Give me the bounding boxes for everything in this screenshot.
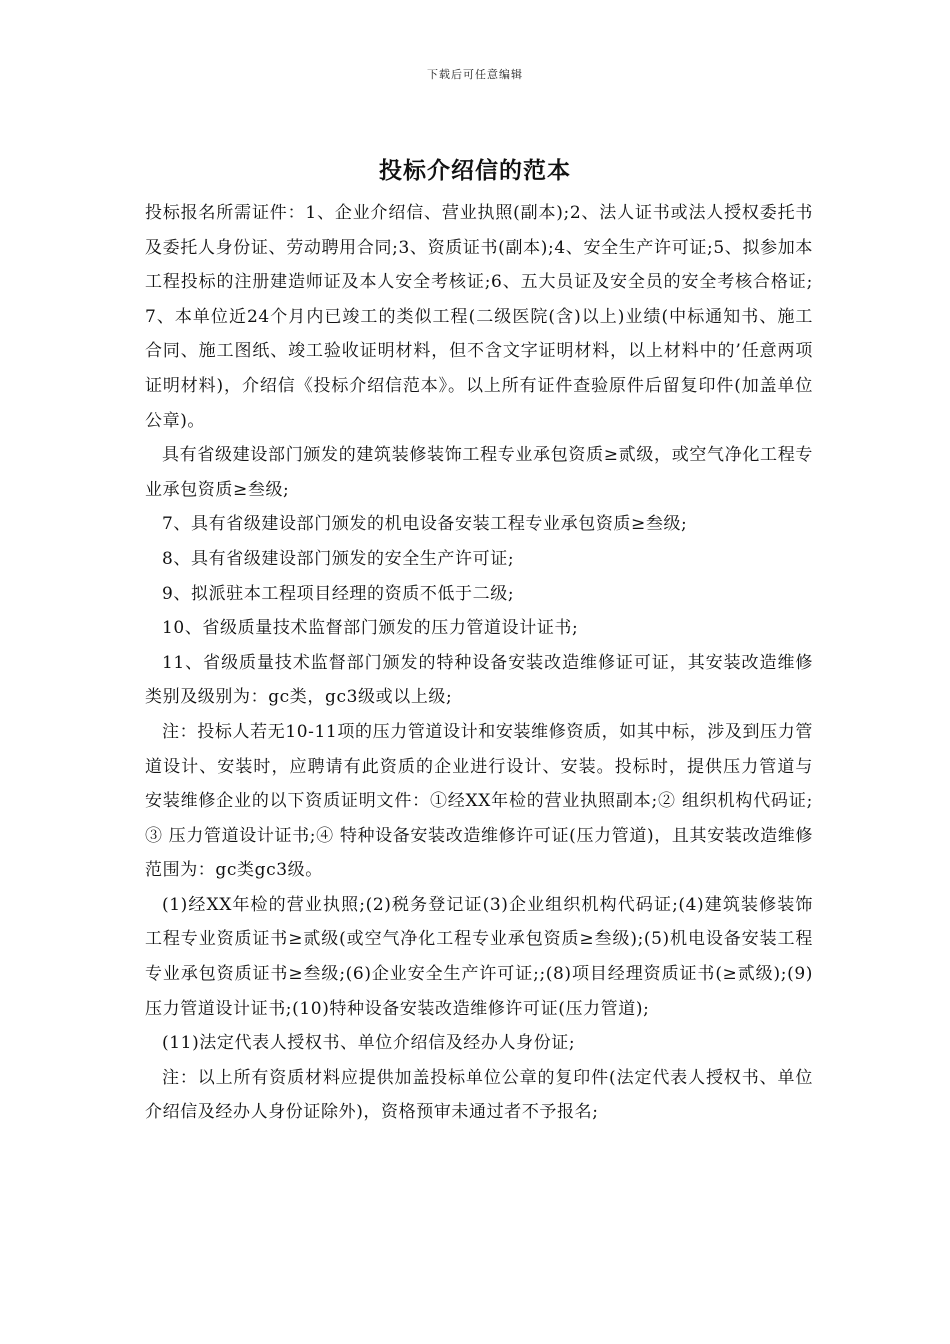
paragraph-document-list: (1)经XX年检的营业执照;(2)税务登记证(3)企业组织机构代码证;(4)建筑装修装饰工程专业资质证书≥贰级(或空气净化工程专业承包资质≥叁级);(5)机电设备安装工程专业承包资质证书≥叁级;(6)企业安全生产许可证;;(8)项目经理资质证书(≥贰级);(9)压力管道设计证书;(10)特种设备安装改造维修许可证(压力管道); <box>145 894 813 1019</box>
document-title: 投标介绍信的范本 <box>379 157 571 184</box>
paragraph-decoration-qualification: 具有省级建设部门颁发的建筑装修装饰工程专业承包资质≥贰级，或空气净化工程专业承包资质≥叁级; <box>145 445 813 500</box>
paragraph-note-pressure-pipe: 注：投标人若无10-11项的压力管道设计和安装维修资质，如其中标，涉及到压力管道设计、安装时，应聘请有此资质的企业进行设计、安装。投标时，提供压力管道与安装维修企业的以下资质证明文件：①经XX年检的营业执照副本;② 组织机构代码证;③ 压力管道设计证书;④ 特种设备安装改造维修许可证(压力管道)，且其安装改造维修范围为：gc类gc3级。 <box>145 721 813 881</box>
paragraph-item-11: 11、省级质量技术监督部门颁发的特种设备安装改造维修证可证，其安装改造维修类别及级别为：gc类，gc3级或以上级; <box>145 652 813 708</box>
paragraph-item-8: 8、具有省级建设部门颁发的安全生产许可证; <box>162 548 515 569</box>
document-body <box>145 196 813 1130</box>
paragraph-item-9: 9、拟派驻本工程项目经理的资质不低于二级; <box>162 583 515 604</box>
header-note: 下载后可任意编辑 <box>427 68 523 81</box>
paragraph-requirements: 投标报名所需证件：1、企业介绍信、营业执照(副本);2、法人证书或法人授权委托书及委托人身份证、劳动聘用合同;3、资质证书(副本);4、安全生产许可证;5、拟参加本工程投标的注册建造师证及本人安全考核证;6、五大员证及安全员的安全考核合格证;7、本单位近24个月内已竣工的类似工程(二级医院(含)以上)业绩(中标通知书、施工合同、施工图纸、竣工验收证明材料，但不含文字证明材料，以上材料中的’任意两项证明材料)，介绍信《投标介绍信范本》。以上所有证件查验原件后留复印件(加盖单位公章)。 <box>145 203 813 431</box>
paragraph-item-10: 10、省级质量技术监督部门颁发的压力管道设计证书; <box>162 618 579 639</box>
paragraph-item-11-authorization: (11)法定代表人授权书、单位介绍信及经办人身份证; <box>162 1033 576 1054</box>
paragraph-item-7: 7、具有省级建设部门颁发的机电设备安装工程专业承包资质≥叁级; <box>162 514 688 535</box>
paragraph-final-note: 注：以上所有资质材料应提供加盖投标单位公章的复印件(法定代表人授权书、单位介绍信及经办人身份证除外)，资格预审未通过者不予报名; <box>145 1067 813 1123</box>
